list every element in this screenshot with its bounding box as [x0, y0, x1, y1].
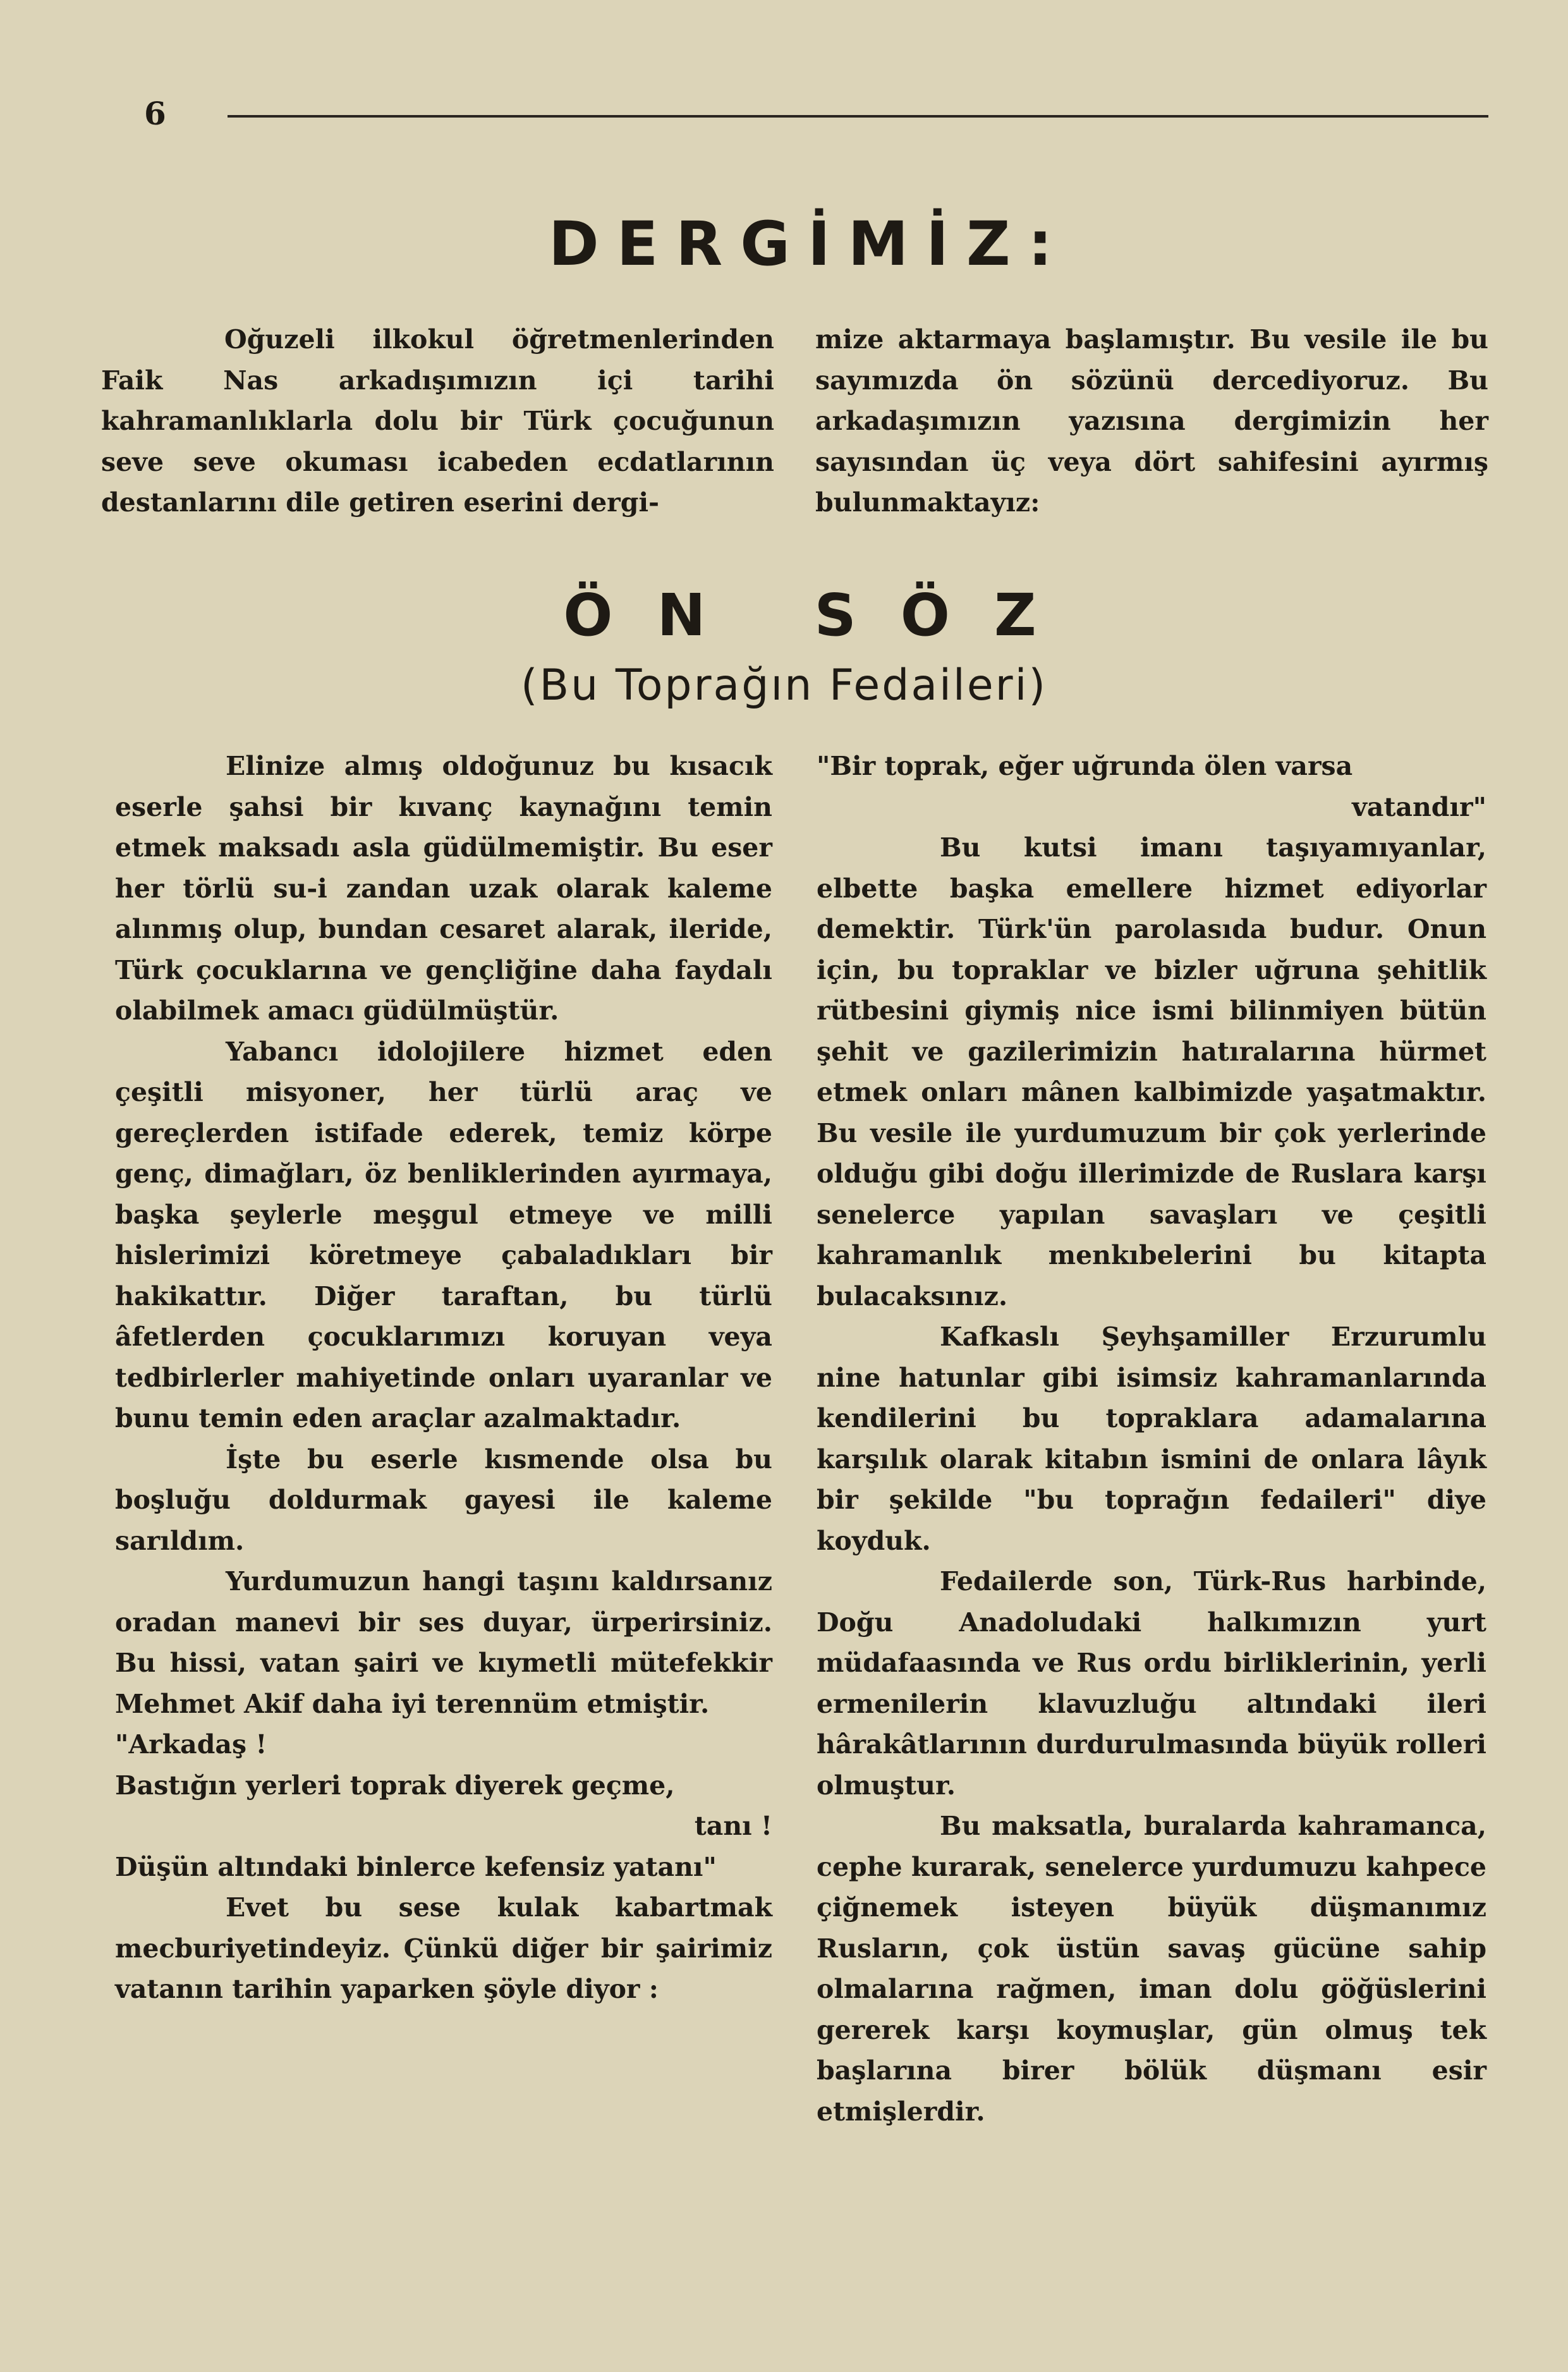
intro-right-column [815, 319, 1488, 523]
poem-line: Bastığın yerleri toprak diyerek geçme, [115, 1770, 675, 1801]
body-paragraph: Evet bu sese kulak kabartmak mecburiyetindeyiz. Çünkü diğer bir şairimiz vatanın tarihin yaparken şöyle diyor : [115, 1892, 772, 2004]
quote-line: "Bir toprak, eğer uğrunda ölen varsa [817, 751, 1353, 781]
poem-line: tanı ! [694, 1811, 772, 1841]
body-paragraph: İşte bu eserle kısmende olsa bu boşluğu doldurmak gayesi ile kaleme sarıldım. [115, 1444, 772, 1556]
intro-left-paragraph: Oğuzeli ilkokul öğretmenlerinden Faik Nas arkadışımızın içi tarihi kahramanlıklarla dolu bir Türk çocuğunun seve seve okuması icabeden ecdatlarının destanlarını dile getiren eserini dergi- [101, 324, 774, 518]
body-paragraph: Fedailerde son, Türk-Rus harbinde, Doğu Anadoludaki halkımızın yurt müdafaasında ve Rus ordu birliklerinin, yerli ermenilerin klavuzluğu altındaki ileri hârakâtlarının durdurulmasında büyük rolleri olmuştur. [817, 1566, 1486, 1801]
body-paragraph: Yurdumuzun hangi taşını kaldırsanız oradan manevi bir ses duyar, ürperirsiniz. Bu hissi, vatan şairi ve kıymetli mütefekkir Mehmet Akif daha iyi terennüm etmiştir. [115, 1566, 772, 1719]
main-right-column [817, 746, 1486, 2132]
body-paragraph: Yabancı idolojilere hizmet eden çeşitli misyoner, her türlü araç ve gereçlerden istifade ederek, temiz körpe genç, dimağları, öz benliklerinden ayırmaya, başka şeylerle meşgul etmeye ve milli hislerimizi köretmeye çabaladıkları bir hakikattır. Diğer taraftan, bu türlü âfetlerden çocuklarımızı koruyan veya tedbirlerler mahiyetinde onları uyaranlar ve bunu temin eden araçlar azalmaktadır. [115, 1036, 772, 1433]
main-left-column [115, 746, 772, 2010]
body-paragraph: Bu kutsi imanı taşıyamıyanlar, elbette başka emellere hizmet ediyorlar demektir. Türk'ün parolasıda budur. Onun için, bu topraklar ve bizler uğruna şehitlik rütbesini giymiş nice ismi bilinmiyen bütün şehit ve gazilerimizin hatıralarına hürmet etmek onları mânen kalbimizde yaşatmaktır. Bu vesile ile yurdumuzum bir çok yerlerinde olduğu gibi doğu illerimizde de Ruslara karşı senelerce yapılan savaşları ve çeşitli kahramanlık menkıbelerini bu kitapta bulacaksınız. [817, 832, 1486, 1311]
intro-left-column [101, 319, 774, 523]
body-paragraph: Kafkaslı Şeyhşamiller Erzurumlu nine hatunlar gibi isimsiz kahramanlarında kendilerini bu topraklara adamalarına karşılık olarak kitabın ismini de onlara lâyık bir şekilde "bu toprağın fedaileri" diye koyduk. [817, 1322, 1486, 1556]
section-subtitle: (Bu Toprağın Fedaileri) [520, 660, 1048, 710]
poem-line: Düşün altındaki binlerce kefensiz yatanı" [115, 1851, 717, 1882]
poem-line: "Arkadaş ! [115, 1729, 267, 1760]
body-paragraph: Elinize almış oldoğunuz bu kısacık eserle şahsi bir kıvanç kaynağını temin etmek maksadı asla güdülmemiştir. Bu eser her törlü su-i zandan uzak olarak kaleme alınmış olup, bundan cesaret alarak, ileride, Türk çocuklarına ve gençliğine daha faydalı olabilmek amacı güdülmüştür. [115, 751, 772, 1026]
quote-line: vatandır" [1352, 791, 1486, 822]
section-title-on-soz: ÖN SÖZ [563, 581, 1081, 649]
intro-right-paragraph: mize aktarmaya başlamıştır. Bu vesile ile bu sayımızda ön sözünü dercediyoruz. Bu arkadaşımızın yazısına dergimizin her sayısından üç veya dört sahifesini ayırmış bulunmaktayız: [815, 324, 1488, 518]
header-rule [228, 115, 1488, 118]
section-title-dergimiz: DERGİMİZ: [549, 209, 1070, 279]
page-number: 6 [144, 95, 166, 132]
body-paragraph: Bu maksatla, buralarda kahramanca, cephe kurarak, senelerce yurdumuzu kahpece çiğnemek isteyen büyük düşmanımız Rusların, çok üstün savaş gücüne sahip olmalarına rağmen, iman dolu göğüslerini gererek karşı koymuşlar, gün olmuş tek başlarına birer bölük düşmanı esir etmişlerdir. [817, 1811, 1486, 2127]
